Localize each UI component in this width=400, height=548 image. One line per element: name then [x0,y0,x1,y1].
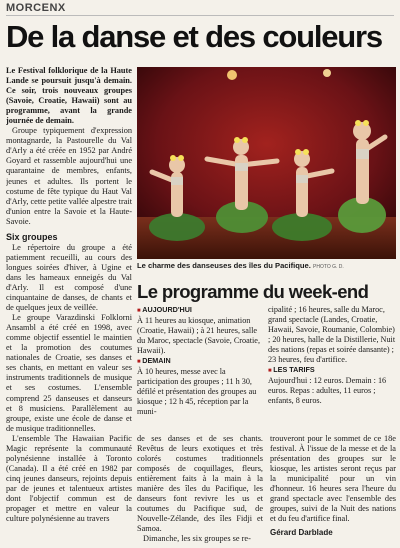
paragraph: trouveront pour le sommet de ce 18e festival. À l'issue de la messe et de la présentation des groupes sur le kiosque, les artistes seront reçus par la municipalité pour un vin d'honneur. 16 heures sera l'heure du grand spectacle avec l'ensemble des groupes, suivi de la Nuit des nations et du feu d'artifice final. [270,434,396,524]
photo-credit: PHOTO G. D. [313,264,344,270]
program-column-2 [268,305,396,406]
article-column-3 [270,434,396,546]
divider [6,15,394,16]
paragraph: Le groupe Varazdinski Folklorni Ansambl a été créé en 1998, avec comme objectif essentiel le maintien et la promotion des coutumes nationales de Croatie, ses danses et ses chants, en mettant en valeur ses instruments traditionnels de musique et ses costumes. L'ensemble comprend 25 danseuses et danseurs et 8 musiciens. Parallèlement au groupe, existe une école de danse et de musique traditionnelles. [6,313,132,433]
program-title: Le programme du week-end [137,281,369,302]
tarifs-text: Aujourd'hui : 12 euros. Demain : 16 euros. Repas : adultes, 11 euros ; enfants, 8 euros. [268,376,387,405]
tomorrow-label: ■ DEMAIN [137,356,261,367]
headline: De la danse et des couleurs [6,19,382,54]
paragraph: Dimanche, les six groupes se re- [143,534,251,544]
program-continued: cipalité ; 16 heures, salle du Maroc, grand spectacle (Landes, Croatie, Hawaii, Savoie, Roumanie, Colombie) ; 20 heures, halle de la Distillerie, Nuit des nations (repas et soirée dansante) ; 23 heures, feu d'artifice. [268,305,396,364]
tomorrow-text: À 10 heures, messe avec la participation des groupes ; 11 h 30, défilé et présentation des groupes au kiosque ; 12 h 45, réception par la muni- [137,367,257,416]
paragraph: de ses danses et de ses chants. Revêtus de leurs exotiques et très colorés costumes traditionnels composés de coquillages, fleurs, entièrement faits à la main à la manière des îles du Pacifique, les danseurs font revivre les us et coutumes du Pacifique sud, de Nouvelle-Zélande, des îles Fidji et Samoa. [137,434,263,534]
author-byline: Gérard Darblade [270,528,333,538]
intertitle: Six groupes [6,231,58,242]
dancers-photo [137,67,396,259]
section-label: MORCENX [6,2,66,14]
paragraph: Le répertoire du groupe a été patiemment recueilli, au cours des longues soirées d'hiver, à Ugine et dans les hameaux enneigés du Val d'Arly. Il est composé d'une cinquantaine de danses, de chants et de quelques jeux de veillée. [6,242,132,313]
article-column-2 [137,434,263,546]
program-column-1 [137,305,261,417]
article-column-1 [6,66,132,546]
today-label: ■ AUJOURD'HUI [137,305,261,316]
paragraph: Groupe typiquement d'expression montagnarde, la Pastourelle du Val d'Arly a été créée en 1952 par André Goyard et rassemble aujourd'hui une quarantaine de membres, enfants, jeunes et adultes. Ils portent le costume de fête typique du Haut Val d'Arly, cette petite vallée alpestre trait d'union entre la Savoie et la Haute-Savoie. [6,126,132,226]
today-text: À 11 heures au kiosque, animation (Croatie, Hawaii) ; à 21 heures, salle du Maroc, spectacle (Savoie, Croatie, Hawaii). [137,316,260,355]
photo-caption [137,261,396,270]
caption-text: Le charme des danseuses des îles du Pacifique. [137,261,311,270]
lead-paragraph: Le Festival folklorique de la Haute Lande se poursuit jusqu'à demain. Ce soir, trois nouveaux groupes (Savoie, Croatie, Hawaii) sont au programme, avant la grande journée de demain. [6,66,132,126]
stage-illustration [137,67,396,259]
paragraph: L'ensemble The Hawaiian Pacific Magic représente la communauté polynésienne installée à Toronto (Canada). Il a été créé en 1982 par cinq jeunes danseurs, rejoints depuis par de jeunes et talentueux artistes dont l'objectif commun est de propager et mettre en valeur la culture polynésienne au travers [6,433,132,524]
tarifs-label: ■ LES TARIFS [268,365,396,376]
